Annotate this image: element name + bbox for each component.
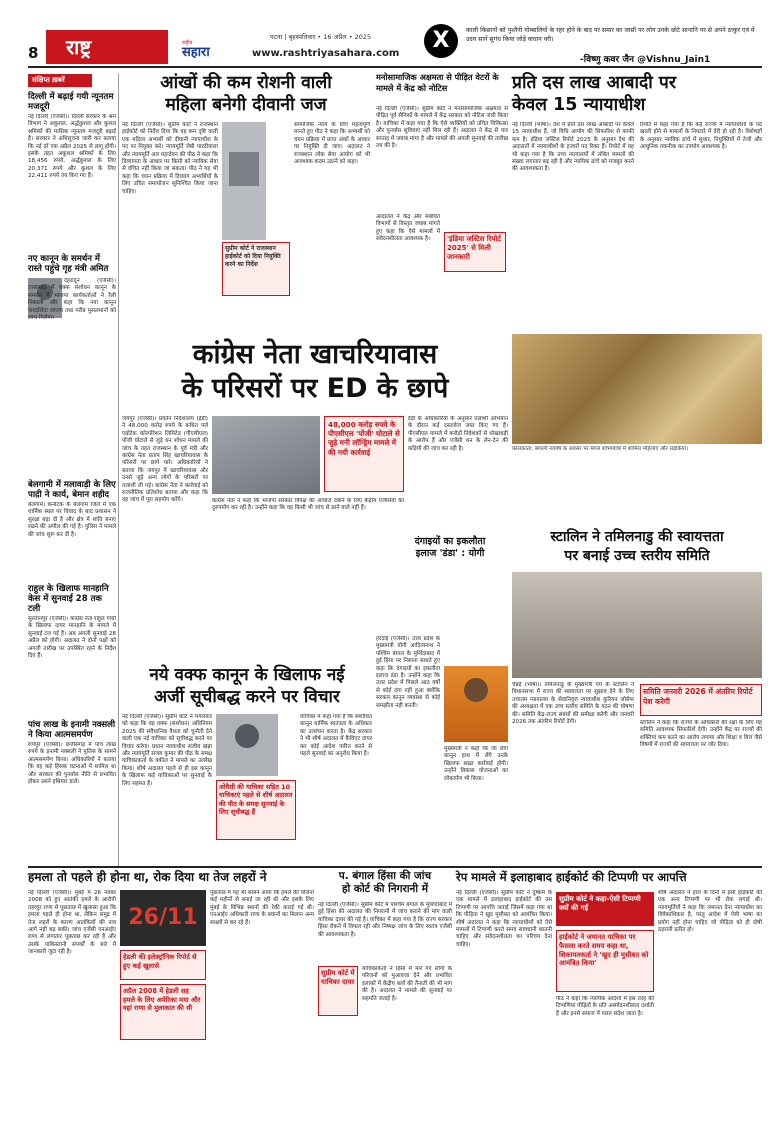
masthead-rule [28,66,762,68]
sidebar-item-body: सुल्तानपुर (एजेंसी)। कांग्रेस नेता राहुल गांधी के खिलाफ दायर मानहानि के मामले में सुनवाई टल गई है। अब अगली सुनवाई 28 अप्रैल को होगी। अदालत ने दोनों पक्षों को अगली तारीख पर उपस्थित रहने के निर्देश दिए हैं। [28,616,116,660]
article-body-col2: याचिकाकर्ता ने हिंसा में मारे गए लोगों के परिजनों को मुआवजा देने और प्रभावित इलाकों में केंद्रीय बलों की तैनाती की भी मांग की है। अदालत ने मामले की सुनवाई पर सहमति जताई है। [362,966,452,1002]
sidebar-item-1 [28,92,116,250]
section-tab [46,30,168,64]
quote-box-1 [556,892,654,926]
headline [512,528,762,566]
quote-box: 'इंडिया जस्टिस रिपोर्ट 2025' से मिली जानकारी [444,232,506,272]
story-allahabad-hc-remark [456,870,762,1122]
article-body-col2: स्टालिन ने कहा कि राज्यों के अधिकारों की रक्षा के लिए यह समिति आवश्यक सिफारिशें देगी। उन्होंने केंद्र पर राज्यों की शक्तियां कम करने का आरोप लगाया और शिक्षा व वित्त जैसे विषयों में राज्यों की स्वायत्तता पर जोर दिया। [640,720,762,749]
sidebar [28,74,116,868]
sidebar-label: संक्षिप्त ख़बरें [28,74,92,87]
article-body: जयपुर (एजेंसी)। प्रवर्तन निदेशालय (ईडी) ने 48,000 करोड़ रुपये के कथित पर्ल एग्रोटेक कॉरपोरेशन लिमिटेड (पीएसीएल) पोंजी घोटाले से जुड़े धन शोधन मामले की जांच के तहत राजस्थान के पूर्व मंत्री और कांग्रेस नेता प्रताप सिंह खाचरियावास के परिसरों पर छापे मारे। अधिकारियों ने बताया कि जयपुर में खाचरियावास और उनसे जुड़े अन्य लोगों के परिसरों पर तलाशी ली गई। कांग्रेस नेता ने कार्रवाई को राजनीतिक प्रतिशोध बताया और कहा कि वह जांच में पूरा सहयोग करेंगे। [122,416,208,504]
poster-text: 26/11 [128,905,198,930]
sidebar-item-2 [28,254,116,474]
owaisi-photo [216,714,278,776]
yogi-article-body: हरदोई (एजेंसी)। उत्तर प्रदेश के मुख्यमंत्री योगी आदित्यनाथ ने पश्चिम बंगाल के मुर्शिदाबाद में हुई हिंसा पर निशाना साधते हुए कहा कि दंगाइयों का इकलौता इलाज डंडा है। उन्होंने कहा कि उत्तर प्रदेश में पिछले आठ वर्षों से कोई दंगा नहीं हुआ क्योंकि सरकार कानून व्यवस्था से कोई समझौता नहीं करती। [376,636,440,709]
article-body-col2: रिपोर्ट में कहा गया है कि कई राज्यों में न्यायाधीशों के पद खाली होने से मामलों के निपटारे में देरी हो रही है। विशेषज्ञों के अनुसार न्यायिक ढांचे में सुधार, नियुक्तियों में तेजी और आधुनिक तकनीक का उपयोग आवश्यक है। [640,122,762,151]
story-judges-per-million [512,72,762,522]
headline [122,72,370,116]
story-bengal-violence [318,870,452,1122]
sidebar-item-title: राहुल के खिलाफ मानहानि केस में सुनवाई 28 तक टली [28,584,109,614]
stalin-photo [512,572,762,678]
sidebar-divider [118,74,119,868]
sidebar-item-4 [28,584,116,714]
attack-poster [120,890,206,946]
bullet-box-2 [120,984,206,1040]
person-silhouette-icon [464,678,488,702]
article-body-col2: याचिका में कहा गया है कि संशोधित कानून धार्मिक स्वतंत्रता के अधिकार का उल्लंघन करता है। केंद्र सरकार ने भी शीर्ष अदालत में कैविएट दायर कर कोई आदेश पारित करने से पहले सुनवाई का अनुरोध किया है। [300,714,372,758]
court-photo [222,122,266,240]
headline [318,870,452,896]
headline-line: इलाज 'डंडा' : योगी [415,548,485,559]
article-body: चेन्नई (भाषा)। तमिलनाडु के मुख्यमंत्री एम के स्टालिन ने विधानसभा में राज्य की स्वायत्तता पर सुझाव देने के लिए उच्चतम न्यायालय के सेवानिवृत्त न्यायाधीश कुरियन जोसेफ की अध्यक्षता में एक उच्च स्तरीय समिति के गठन की घोषणा की। समिति केंद्र-राज्य संबंधों की समीक्षा करेगी और जनवरी 2026 तक अंतरिम रिपोर्ट देगी। [512,682,634,726]
headline-line: दंगाइयों का इकलौता [414,536,486,547]
headline-line: हो कोर्ट की निगरानी में [341,883,429,895]
article-body-col2: आदालत ने केंद्र और संबंधित विभागों से विस्तृत जवाब मांगते हुए कहा कि ऐसे मामलों में संवेदनशीलता आवश्यक है। [376,214,440,243]
headline-line: नये वक्फ कानून के खिलाफ नई [149,665,345,685]
sidebar-item-body: रायपुर (एजेंसी)। छत्तीसगढ़ में पांच लाख रुपये के इनामी नक्सली ने पुलिस के सामने आत्मसमर्पण किया। अधिकारियों ने बताया कि वह कई हिंसक घटनाओं में शामिल था और सरकार की पुनर्वास नीति से प्रभावित होकर उसने हथियार डाले। [28,742,116,786]
quote-text: हाईकोर्ट ने जमानत याचिका पर फैसला करते समय कहा था, शिकायतकर्ता ने 'खुद ही मुसीबत को आमंत्रित किया' [559,933,649,968]
sidebar-item-body: नई दिल्ली (एजेंसी)। दिल्ली सरकार के श्रम विभाग ने अकुशल, अर्द्धकुशल और कुशल श्रमिकों की मासिक न्यूनतम मजदूरी बढ़ाई है। सरकार ने अधिसूचना जारी कर बताया कि नई दरें एक अप्रैल 2025 से लागू होंगी। इसके तहत अकुशल श्रमिकों के लिए 18,456 रुपये, अर्द्धकुशल के लिए 20,371 रुपये और कुशल के लिए 22,411 रुपये तय किए गए हैं। [28,114,116,180]
sidebar-item-title: दिल्ली में बढ़ाई गयी न्यूनतम मजदूरी [28,92,114,112]
photo-caption: कोलकाता: बंगाली नववर्ष के अवसर पर मंगल शोभायात्रा में शामिल महिलाएं और लड़कियां। [512,446,689,452]
court-building-icon [229,152,259,186]
headline-line: स्टालिन ने तमिलनाडु की स्वायत्तता [550,529,724,545]
article-body-col2: पूछताछ में यह भी सामने आया कि हमले की योजना कई महीनों से बनाई जा रही थी और इसके लिए मुंबई के विभिन्न स्थानों की रेकी कराई गई थी। एनआईए अधिकारी राणा के बयानों का मिलान अन्य साक्ष्यों से कर रहे हैं। [210,890,314,926]
headline-line: केवल 15 न्यायाधीश [512,95,646,115]
highlight-box [324,416,404,492]
bullet-box-1 [120,950,206,980]
headline-line: प्रति दस लाख आबादी पर [512,73,677,93]
side-label: सुप्रीम कोर्ट में याचिका दायर [318,966,358,1016]
headline [122,338,508,406]
quote-text: सुप्रीम कोर्ट ने कहा-ऐसी टिप्पणी क्यों की गई [559,895,641,912]
headline: हमला तो पहले ही होना था, रोक दिया था तेज लहरों ने [28,870,267,884]
article-body: नई दिल्ली (एजेंसी)। सुप्रीम कोर्ट ने दुष्कर्म के एक मामले में इलाहाबाद हाईकोर्ट की उस टिप्पणी पर आपत्ति जताई जिसमें कहा गया था कि पीड़िता ने खुद मुसीबत को आमंत्रित किया। शीर्ष अदालत ने कहा कि न्यायाधीशों को ऐसे मामलों में टिप्पणी करते समय सावधानी बरतनी चाहिए और संवेदनशीलता का परिचय देना चाहिए। [456,890,552,948]
headline [512,72,762,116]
x-icon: X [432,28,450,53]
headline: मनोसामाजिक अक्षमता से पीड़ित वेटरों के मामले में केंद्र को नोटिस [376,72,499,93]
x-quote: काली किसानों को पुश्तैनी गोम्बालियों के रहर होने के बाद पर समार का जासी पर लोग उनके छोटे सानानि पर से अपने ठाकुर एवं में उदय सानें सुगंध किया जोड़ें वाधान वरी। [466,27,755,43]
article-body-col3: ईडी के अधिकारियों के अनुसार तलाशी अभियान के दौरान कई दस्तावेज जब्त किए गए हैं। पीएसीएल मामले में करोड़ों निवेशकों से धोखाधड़ी के आरोप हैं और एजेंसी धन के लेन-देन की कड़ियों की जांच कर रही है। [408,416,508,452]
bottom-section-rule [28,866,762,868]
festival-photo [512,334,762,444]
sidebar-item-3 [28,480,116,580]
sidebar-item-title: नए कानून के समर्थन में रास्ते पहुंचे गृह मंत्री अमित [28,254,109,274]
sidebar-item-title: पांच लाख के इनामी नक्सली ने किया आत्मसमर्पण [28,720,116,740]
headline [392,536,508,560]
headline-line: के परिसरों पर ED के छापे [181,373,449,404]
x-handle: -विष्णु कवर जैन @Vishnu_Jain1 [580,55,711,65]
photo-caption: सुप्रीम कोर्ट ने राजस्थान हाईकोर्ट को दिया नियुक्ति करने का निर्देश [222,242,290,296]
story-2611-attack [28,870,314,1122]
paper-name-big: सहारा [182,45,210,60]
bullet-text: अप्रैल 2008 में हेडली सह हमले के लिए अमेरिका मया और वहां राणा से मुलाकात की थी [123,987,201,1013]
highlight-text: 48,000 करोड़ रुपये के पीएसीएल 'पोंजी' घोटाले से जुड़े मनी लॉन्ड्रिंग मामले में की गयी कार्रवाई [328,420,400,457]
photo-caption: ओवैसी की याचिका सहित 10 याचिकाएं पहले से शीर्ष अदालत की पीठ के समक्ष सुनवाई के लिए सूचीबद्ध हैं [216,780,296,840]
article-body: नई दिल्ली (एजेंसी)। सुप्रीम कोर्ट में पश्चिम बंगाल के मुर्शिदाबाद में हुई हिंसा की अदालत की निगरानी में जांच कराने की मांग वाली याचिका दायर की गई है। याचिका में कहा गया है कि राज्य सरकार हिंसा रोकने में विफल रही और निष्पक्ष जांच के लिए स्वतंत्र एजेंसी की आवश्यकता है। [318,902,452,938]
article-body-col2: सामाजिक न्याय के लिए महत्वपूर्ण मानते हुए पीठ ने कहा कि अभ्यर्थी को चयन प्रक्रिया में प्राप्त अंकों के आधार पर नियुक्ति दी जाए। अदालत ने राजस्थान लोक सेवा आयोग को भी आवश्यक कदम उठाने को कहा। [294,122,370,166]
yogi-photo [444,666,508,742]
headline [122,664,372,708]
sidebar-item-5 [28,720,116,868]
article-body-col2: कांग्रेस नेता ने कहा कि भाजपा सरकार विपक्ष की आवाज दबाने के लिए केंद्रीय एजेंसियों का दुरुपयोग कर रही है। उन्होंने कहा कि वह किसी भी जांच से डरने वाले नहीं हैं। [212,498,404,512]
article-body: नई दिल्ली (एजेंसी)। सुप्रीम कोर्ट ने मंगलवार को कहा कि वह वक्फ (संशोधन) अधिनियम 2025 की संवैधानिक वैधता को चुनौती देने वाली एक नई याचिका को सूचीबद्ध करने पर विचार करेगा। प्रधान न्यायाधीश संजीव खन्ना और न्यायमूर्ति संजय कुमार की पीठ के समक्ष याचिकाकर्ता के वकील ने मामले का उल्लेख किया। शीर्ष अदालत पहले से ही इस कानून के खिलाफ कई याचिकाओं पर सुनवाई के लिए सहमत है। [122,714,212,787]
headline-line: कांग्रेस नेता खाचरियावास [192,339,438,370]
article-body: नई दिल्ली (एजेंसी)। मुंबई में 26 नवंबर 2008 को हुए आतंकी हमले के आरोपी तहव्वुर राणा से पूछताछ में खुलासा हुआ कि हमला पहले ही होना था, लेकिन समुद्र में तेज लहरों के कारण आतंकियों की नाव आगे नहीं बढ़ सकी। जांच एजेंसी एनआईए राणा से लगातार पूछताछ कर रही है और उसके पाकिस्तानी संपर्कों के बारे में जानकारी जुटा रही है। [28,890,116,956]
masthead [0,0,768,66]
section-name: राष्ट्र [66,35,92,59]
sidebar-item-title: बेलगामी में मलावाड़ी के लिए पाद़ी ने कार्य, बेमान शहीद [28,480,116,500]
article-body-col3: शीर्ष अदालत ने हाल के दिनों में इसी हाईकोर्ट की एक अन्य टिप्पणी पर भी रोक लगाई थी। न्यायमूर्तियों ने कहा कि जमानत देना न्यायाधीश का विवेकाधिकार है, परंतु आदेश में ऐसी भाषा का प्रयोग नहीं होना चाहिए जो पीड़िता को ही दोषी ठहराती प्रतीत हो। [658,890,762,934]
x-logo [424,24,458,58]
article-body-col2: पीठ ने कहा कि न्यायिक आदेशों में इस तरह की टिप्पणियां पीड़ितों के प्रति असंवेदनशीलता दर्शाती हैं और इनसे समाज में गलत संदेश जाता है। [556,996,654,1017]
website: www.rashtriyasahara.com [252,48,400,59]
headline-line: महिला बनेगी दीवानी जज [165,95,327,115]
sidebar-item-body: बेलगाम। कर्नाटक के बेलगाम जिले में एक धार्मिक स्थल पर विवाद के बाद प्रशासन ने सुरक्षा बढ़ा दी है और क्षेत्र में शांति बनाए रखने की अपील की गई है। पुलिस ने मामले की जांच शुरू कर दी है। [28,502,116,538]
article-body: नई दिल्ली (भाषा)। देश में प्रति दस लाख आबादी पर केवल 15 न्यायाधीश हैं, जो विधि आयोग की सिफारिश से काफी कम है। इंडिया जस्टिस रिपोर्ट 2025 के अनुसार देश की अदालतों में न्यायाधीशों के हजारों पद रिक्त हैं। रिपोर्ट में यह भी कहा गया है कि उच्च न्यायालयों में लंबित मामलों की संख्या लगातार बढ़ रही है और न्यायिक ढांचे को मजबूत करने की आवश्यकता है। [512,122,634,173]
headline-line: अर्जी सूचीबद्ध करने पर विचार [154,687,340,707]
edition-line: पटना | बृहस्पतिवार • 16 अप्रैल • 2025 [270,33,372,41]
headline-line: पर बनाई उच्च स्तरीय समिति [564,548,710,564]
story-stalin-committee [512,528,762,858]
story-low-vision-judge [122,72,370,330]
article-body: नई दिल्ली (एजेंसी)। सुप्रीम कोर्ट ने राजस्थान हाईकोर्ट को निर्देश दिया कि वह कम दृष्टि वाली एक महिला अभ्यर्थी को दीवानी न्यायाधीश के पद पर नियुक्त करे। न्यायमूर्ति जेबी पारदीवाला और न्यायमूर्ति आर महादेवन की पीठ ने कहा कि दिव्यांगता के आधार पर किसी को न्यायिक सेवा से वंचित नहीं किया जा सकता। पीठ ने यह भी कहा कि चयन प्रक्रिया में दिव्यांग अभ्यर्थियों के लिए उचित समायोजन सुनिश्चित किया जाना चाहिए। [122,122,218,195]
article-body: नई दिल्ली (एजेंसी)। सुप्रीम कोर्ट ने मनोसामाजिक अक्षमता से पीड़ित पूर्व सैनिकों के मामले में केंद्र सरकार को नोटिस जारी किया है। याचिका में कहा गया है कि ऐसे व्यक्तियों को उचित चिकित्सा और पुनर्वास सुविधाएं नहीं मिल रही हैं। अदालत ने केंद्र से चार सप्ताह में जवाब मांगा है और मामले की अगली सुनवाई की तारीख तय की है। [376,106,508,150]
headline-line: प. बंगाल हिंसा की जांच [338,870,432,882]
quote-box-2 [556,930,654,992]
paper-logo [182,40,244,62]
headline: रेप मामले में इलाहाबाद हाईकोर्ट की टिप्पणी पर आपत्ति [456,870,687,884]
bullet-text: हेडली की इलेक्ट्रॉनिक रिपोर्ट से हुए कई खुलासे [123,953,197,970]
ed-raid-photo [212,416,320,494]
yogi-article-body-col2: मुख्यमंत्री ने कहा कि जो लोग कानून हाथ में लेंगे उनके खिलाफ सख्त कार्रवाई होगी। उन्होंने विकास योजनाओं का लोकार्पण भी किया। [444,746,508,782]
sidebar-item-body: देहरादून (एजेंसी)। उत्तराखंड में वक्फ संशोधन कानून के समर्थन में भाजपा कार्यकर्ताओं ने रैली निकाली और कहा कि नया कानून पारदर्शिता लाएगा तथा गरीब मुसलमानों को लाभ मिलेगा। [28,278,116,322]
story-waqf-petition [122,664,372,864]
headline-line: आंखों की कम रोशनी वाली [160,73,332,93]
page-number: 8 [28,44,39,62]
paper-name-small: राष्ट्रीय [182,40,193,46]
quote-box: समिति जनवरी 2026 में अंतरिम रिपोर्ट पेश करेगी [640,684,762,716]
story-psychosocial-notice [376,72,508,334]
person-silhouette-icon [235,724,259,748]
